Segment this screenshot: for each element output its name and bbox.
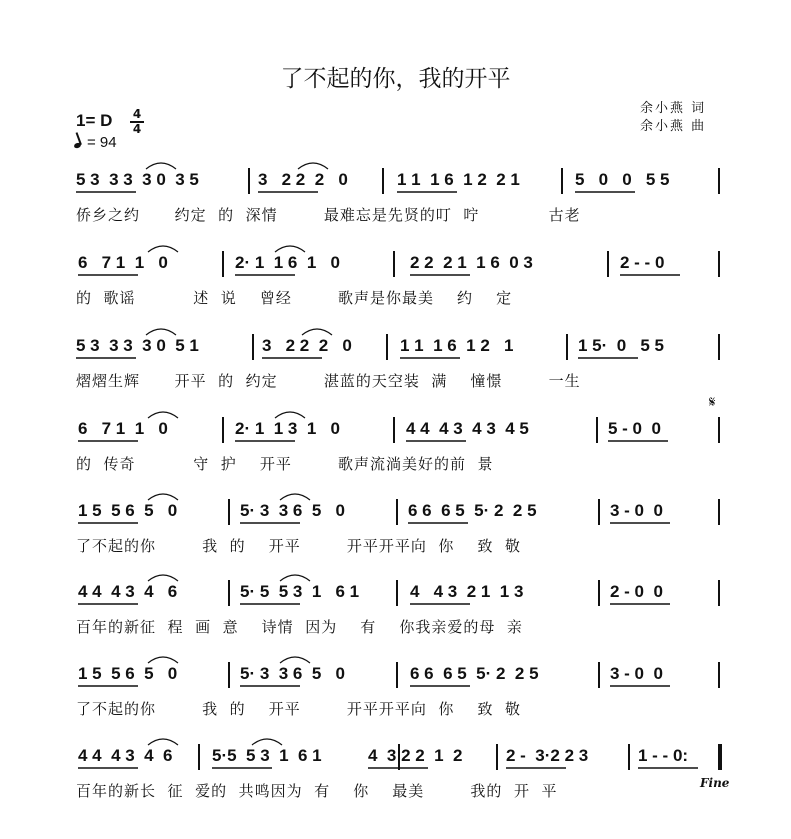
barline <box>396 499 398 525</box>
lyrics-line-6: 百年的新征 程 画 意 诗情 因为 有 你我亲爱的母 亲 <box>76 618 523 636</box>
notes-line-6-measure-1: 4 4 4 3 4 6 <box>78 582 178 601</box>
notes-line-3-measure-3: 1 1 1 6 1 2 1 <box>400 336 514 355</box>
slur <box>280 657 310 663</box>
barline <box>561 168 563 194</box>
barline <box>396 662 398 688</box>
barline <box>228 580 230 606</box>
notes-line-4-measure-3: 4 4 4 3 4 3 4 5 <box>406 419 529 438</box>
notes-line-8-measure-3: 4 3 2 2 1 2 <box>368 746 463 765</box>
notes-line-1-measure-3: 1 1 1 6 1 2 2 1 <box>397 170 520 189</box>
notes-line-1-measure-4: 5 0 0 5 5 <box>575 170 670 189</box>
slur <box>148 412 178 418</box>
notes-line-5-measure-4: 3 - 0 0 <box>610 501 663 520</box>
notes-line-6-measure-2: 5· 5 5 3 1 6 1 <box>240 582 360 601</box>
final-barline <box>718 744 722 770</box>
lyricist-credit: 余小燕 词 <box>640 101 707 116</box>
tempo-marking <box>74 134 117 151</box>
notes-line-8-measure-2: 5·5 5 3 1 6 1 <box>212 746 322 765</box>
notes-line-4-measure-2: 2· 1 1 3 1 0 <box>235 419 340 438</box>
lyrics-line-7: 了不起的你 我 的 开平 开平开平向 你 致 敬 <box>76 700 522 718</box>
barline <box>496 744 498 770</box>
credits <box>640 100 706 136</box>
slur <box>148 494 178 500</box>
time-signature <box>130 109 144 135</box>
notes-line-7-measure-4: 3 - 0 0 <box>610 664 663 683</box>
composer-credit: 余小燕 曲 <box>640 119 707 134</box>
notes-line-3-measure-1: 5 3 3 3 3 0 5 1 <box>76 336 199 355</box>
barline <box>607 251 609 277</box>
slur <box>302 329 332 335</box>
barline <box>228 499 230 525</box>
notes-line-4-measure-1: 6 7 1 1 0 <box>78 419 168 438</box>
slur <box>148 246 178 252</box>
notes-line-2-measure-3: 2 2 2 1 1 6 0 3 <box>410 253 533 272</box>
barline <box>598 662 600 688</box>
notes-line-7-measure-2: 5· 3 3 6 5 0 <box>240 664 345 683</box>
barline <box>386 334 388 360</box>
slur <box>148 575 178 581</box>
slur <box>298 163 328 169</box>
notes-line-5-measure-2: 5· 3 3 6 5 0 <box>240 501 345 520</box>
notes-line-8-measure-4: 2 - 3·2 2 3 <box>506 746 589 765</box>
barline <box>718 580 720 606</box>
key-signature: 1= D <box>76 111 113 130</box>
slur <box>280 575 310 581</box>
barline <box>382 168 384 194</box>
fine-marking: Fine <box>700 776 730 790</box>
barline <box>393 251 395 277</box>
slur <box>252 739 282 745</box>
slur <box>146 329 176 335</box>
notes-line-6-measure-3: 4 4 3 2 1 1 3 <box>410 582 524 601</box>
notes-line-3-measure-4: 1 5· 0 5 5 <box>578 336 664 355</box>
lyrics-line-8: 百年的新长 征 爱的 共鸣因为 有 你 最美 我的 开 平 <box>76 782 558 800</box>
barline <box>566 334 568 360</box>
notes-line-1-measure-1: 5 3 3 3 3 0 3 5 <box>76 170 199 189</box>
barline <box>718 499 720 525</box>
barline <box>718 662 720 688</box>
barline <box>198 744 200 770</box>
barline <box>598 499 600 525</box>
time-signature-top: 4 <box>132 107 142 121</box>
slur <box>275 412 305 418</box>
song-title: 了不起的你，我的开平 <box>280 66 511 92</box>
barline <box>222 251 224 277</box>
barline <box>396 580 398 606</box>
notes-line-1-measure-2: 3 2 2 2 0 <box>258 170 348 189</box>
notes-line-4-measure-4: 5 - 0 0 <box>608 419 661 438</box>
notes-line-2-measure-2: 2· 1 1 6 1 0 <box>235 253 340 272</box>
notes-line-3-measure-2: 3 2 2 2 0 <box>262 336 352 355</box>
notes-line-7-measure-3: 6 6 6 5 5· 2 2 5 <box>410 664 539 683</box>
barline <box>628 744 630 770</box>
notes-line-7-measure-1: 1 5 5 6 5 0 <box>78 664 178 683</box>
notes-line-2-measure-1: 6 7 1 1 0 <box>78 253 168 272</box>
barline <box>596 417 598 443</box>
notes-line-8-measure-1: 4 4 4 3 4 6 <box>78 746 173 765</box>
notes-line-8-measure-5: 1 - - 0: <box>638 746 689 765</box>
time-signature-bottom: 4 <box>132 122 142 136</box>
notes-line-5-measure-1: 1 5 5 6 5 0 <box>78 501 178 520</box>
barline <box>718 417 720 443</box>
segno-icon: 𝄋 <box>709 393 716 411</box>
tempo-value: = 94 <box>87 134 117 151</box>
barline <box>718 334 720 360</box>
slur <box>146 163 176 169</box>
slur <box>148 657 178 663</box>
barline <box>248 168 250 194</box>
lyrics-line-4: 的 传奇 守 护 开平 歌声流淌美好的前 景 <box>76 455 494 473</box>
lyrics-line-1: 侨乡之约 约定 的 深情 最难忘是先贤的叮 咛 古老 <box>76 206 581 224</box>
barline <box>393 417 395 443</box>
slur <box>280 494 310 500</box>
lyrics-line-2: 的 歌谣 述 说 曾经 歌声是你最美 约 定 <box>76 289 513 307</box>
lyrics-line-5: 了不起的你 我 的 开平 开平开平向 你 致 敬 <box>76 537 522 555</box>
barline <box>228 662 230 688</box>
barline <box>222 417 224 443</box>
barline <box>718 251 720 277</box>
notes-line-2-measure-4: 2 - - 0 <box>620 253 665 272</box>
barline <box>252 334 254 360</box>
notes-line-6-measure-4: 2 - 0 0 <box>610 582 663 601</box>
lyrics-line-3: 熠熠生辉 开平 的 约定 湛蓝的天空装 满 憧憬 一生 <box>76 372 581 390</box>
notes-line-5-measure-3: 6 6 6 5 5· 2 2 5 <box>408 501 537 520</box>
quarter-note-icon <box>73 142 81 149</box>
barline <box>718 168 720 194</box>
slur <box>275 246 305 252</box>
barline <box>598 580 600 606</box>
slur <box>148 739 178 745</box>
